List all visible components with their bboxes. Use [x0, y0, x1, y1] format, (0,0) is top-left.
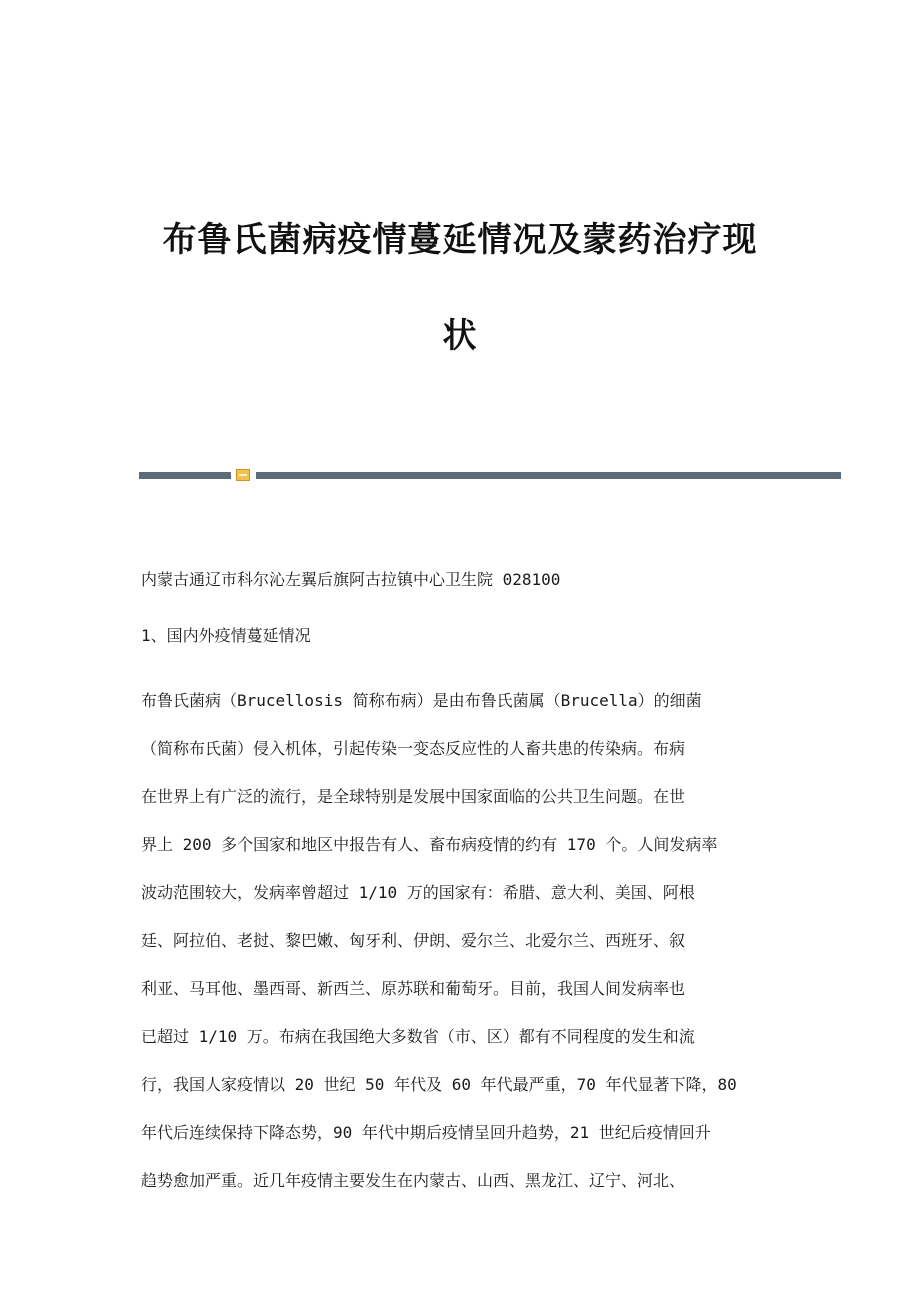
paragraph-line: 行，我国人家疫情以 20 世纪 50 年代及 60 年代最严重，70 年代显著下降，80	[141, 1075, 737, 1094]
section-heading: 1、国内外疫情蔓延情况	[141, 626, 311, 645]
author-affiliation: 内蒙古通辽市科尔沁左翼后旗阿古拉镇中心卫生院 028100	[141, 570, 561, 589]
document-title-line-1: 布鲁氏菌病疫情蔓延情况及蒙药治疗现	[162, 220, 758, 260]
paragraph-line: 已超过 1/10 万。布病在我国绝大多数省（市、区）都有不同程度的发生和流	[141, 1027, 695, 1046]
paragraph-line: （简称布氏菌）侵入机体，引起传染一变态反应性的人畜共患的传染病。布病	[141, 739, 686, 758]
title-divider	[139, 468, 841, 482]
paragraph-line: 布鲁氏菌病（Brucellosis 简称布病）是由布鲁氏菌属（Brucella）的细菌	[141, 691, 702, 710]
paragraph-line: 廷、阿拉伯、老挝、黎巴嫩、匈牙利、伊朗、爱尔兰、北爱尔兰、西班牙、叙	[141, 931, 686, 950]
divider-bar-left	[139, 472, 231, 479]
paragraph-line: 在世界上有广泛的流行，是全球特别是发展中国家面临的公共卫生问题。在世	[141, 787, 686, 806]
body-paragraph	[141, 677, 781, 1205]
document-title-line-2: 状	[442, 316, 478, 356]
divider-bar-right	[256, 472, 841, 479]
paragraph-line: 波动范围较大，发病率曾超过 1/10 万的国家有：希腊、意大利、美国、阿根	[141, 883, 695, 902]
paragraph-line: 年代后连续保持下降态势，90 年代中期后疫情呈回升趋势，21 世纪后疫情回升	[141, 1123, 711, 1142]
paragraph-line: 利亚、马耳他、墨西哥、新西兰、原苏联和葡萄牙。目前，我国人间发病率也	[141, 979, 686, 998]
paragraph-line: 趋势愈加严重。近几年疫情主要发生在内蒙古、山西、黑龙江、辽宁、河北、	[141, 1171, 686, 1190]
paragraph-line: 界上 200 多个国家和地区中报告有人、畜布病疫情的约有 170 个。人间发病率	[141, 835, 718, 854]
document-divider-icon	[236, 469, 250, 481]
